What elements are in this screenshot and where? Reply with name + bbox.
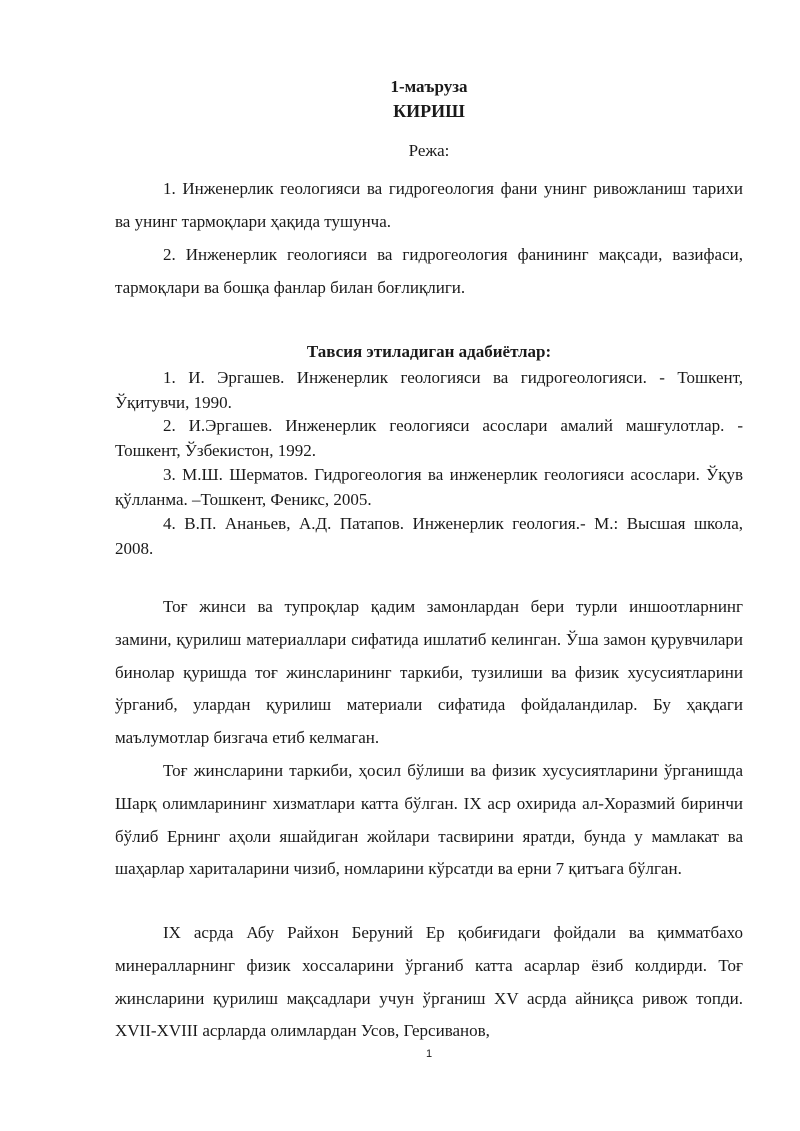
- body-paragraph-3: IX асрда Абу Райхон Беруний Ер қобиғидаги фойдали ва қимматбахо минералларнинг физик хоссаларини ўрганиб катта асарлар ёзиб колдирди. Тоғ жинсларини қурилиш мақсадлари учун ўрганиш XV асрда айниқса ривож топди. XVII-XVIII асрларда олимлардан Усов, Герсиванов,: [115, 923, 743, 1041]
- reference-item-2: 2. И.Эргашев. Инженерлик геологияси асослари амалий машғулотлар. - Тошкент, Ўзбекистон, 1992.: [115, 416, 743, 460]
- reference-item-1: 1. И. Эргашев. Инженерлик геологияси ва гидрогеологияси. - Тошкент, Ўқитувчи, 1990.: [115, 368, 743, 412]
- reference-item-3: 3. М.Ш. Шерматов. Гидрогеология ва инженерлик геологияси асослари. Ўқув қўлланма. –Тошкент, Феникс, 2005.: [115, 465, 743, 509]
- plan-item-2: 2. Инженерлик геологияси ва гидрогеология фанининг мақсади, вазифаси, тармоқлари ва бошқа фанлар билан боғлиқлиги.: [115, 245, 743, 297]
- references-heading: Тавсия этиладиган адабиётлар:: [306, 342, 552, 361]
- plan-item-1: 1. Инженерлик геологияси ва гидрогеология фани унинг ривожланиш тарихи ва унинг тармоқлари ҳақида тушунча.: [115, 179, 743, 231]
- plan-label: Режа:: [408, 141, 450, 160]
- lecture-number: 1-маъруза: [390, 77, 468, 96]
- body-paragraph-1: Тоғ жинси ва тупроқлар қадим замонлардан бери турли иншоотларнинг замини, қурилиш материаллари сифатида ишлатиб келинган. Ўша замон қурувчилари бинолар қуришда тоғ жинсларининг таркиби, тузилиши ва физик хусусиятларини ўрганиб, улардан қурилиш материали сифатида фойдаландилар. Бу ҳақдаги маълумотлар бизгача етиб келмаган.: [115, 597, 743, 748]
- lecture-title: КИРИШ: [393, 101, 465, 121]
- reference-item-4: 4. В.П. Ананьев, А.Д. Патапов. Инженерлик геология.- М.: Высшая школа, 2008.: [115, 514, 743, 558]
- page-number: 1: [425, 1048, 433, 1060]
- body-paragraph-2: Тоғ жинсларини таркиби, ҳосил бўлиши ва физик хусусиятларини ўрганишда Шарқ олимларининг хизматлари катта бўлган. IX аср охирида ал-Хоразмий биринчи бўлиб Ернинг аҳоли яшайдиган жойлари тасвирини яратди, бунда у мамлакат ва шаҳарлар хариталарини чизиб, номларини кўрсатди ва ерни 7 қитъага бўлган.: [115, 761, 743, 879]
